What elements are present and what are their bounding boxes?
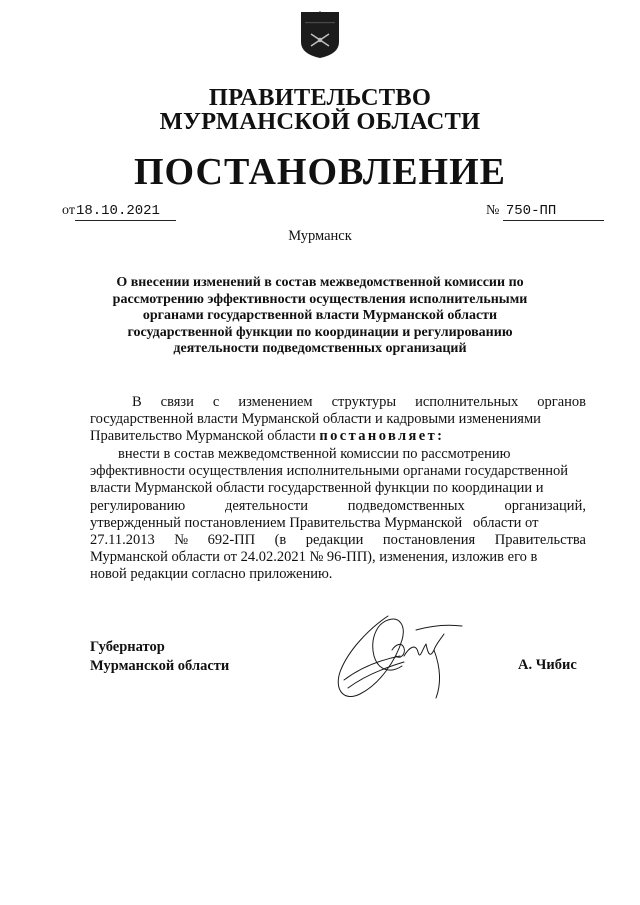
date-prefix: от — [62, 203, 75, 218]
subject-line: деятельности подведомственных организаций — [173, 341, 467, 357]
subject-heading — [100, 275, 540, 358]
paragraph-line: новой редакции согласно приложению. — [90, 566, 333, 583]
paragraph-line: власти Мурманской области государственной функции по координации и — [90, 480, 544, 497]
paragraph-line: 27.11.2013 № 692-ПП (в редакции постановления Правительства — [90, 531, 586, 548]
coat-of-arms-icon — [299, 10, 341, 60]
paragraph-line: В связи с изменением структуры исполнительных органов — [132, 394, 586, 410]
paragraph-line: Правительство Мурманской области постановляет: — [90, 428, 445, 445]
paragraph-line: государственной власти Мурманской области и кадровыми изменениями — [90, 411, 541, 428]
paragraph-preamble — [90, 394, 586, 446]
subject-line: О внесении изменений в состав межведомственной комиссии по — [116, 275, 524, 290]
signatory-name: А. Чибис — [518, 657, 577, 673]
signatory-title-line2: Мурманской области — [90, 658, 230, 674]
document-type: ПОСТАНОВЛЕНИЕ — [133, 151, 507, 193]
number-line — [486, 202, 604, 221]
handwritten-signature — [330, 610, 475, 710]
paragraph-line: внести в состав межведомственной комиссии по рассмотрению — [118, 446, 511, 462]
paragraph-line: утвержденный постановлением Правительства Мурманской области от — [90, 514, 539, 531]
paragraph-line: регулированию деятельности подведомственных организаций, — [90, 497, 586, 514]
subject-line: рассмотрению эффективности осуществления исполнительными — [112, 291, 528, 307]
org-title-line2: МУРМАНСКОЙ ОБЛАСТИ — [159, 108, 481, 135]
city: Мурманск — [288, 228, 352, 244]
subject-line: органами государственной власти Мурманской области — [142, 308, 498, 324]
signatory-title — [90, 638, 229, 676]
org-title-line1: ПРАВИТЕЛЬСТВО — [208, 84, 432, 111]
date-value: 18.10.2021 — [75, 202, 176, 221]
paragraph-line: эффективности осуществления исполнительными органами государственной — [90, 463, 569, 480]
number-value: 750-ПП — [503, 202, 604, 221]
number-prefix: № — [486, 203, 500, 218]
paragraph-resolution — [90, 446, 586, 584]
signatory-title-line1: Губернатор — [90, 639, 165, 655]
keyword-postanovlyaet: постановляет: — [319, 428, 445, 445]
date-line — [62, 202, 176, 221]
subject-line: государственной функции по координации и регулированию — [127, 324, 513, 340]
paragraph-line: Мурманской области от 24.02.2021 № 96-ПП), изменения, изложив его в — [90, 549, 538, 566]
